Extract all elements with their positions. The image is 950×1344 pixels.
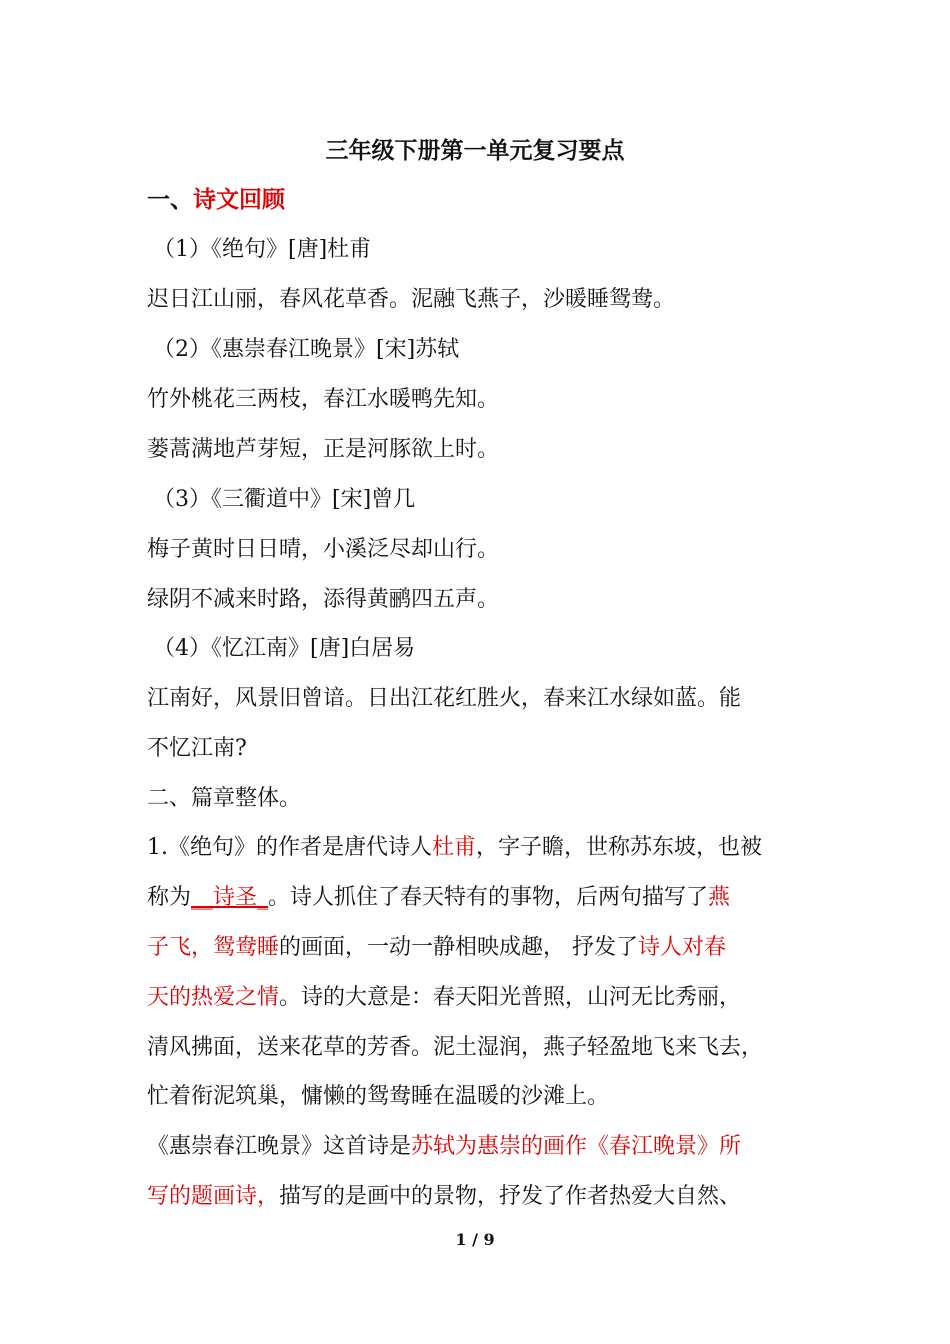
paragraph-line: 忙着衔泥筑巢，慵懒的鸳鸯睡在温暖的沙滩上。 (147, 1084, 610, 1109)
poem-line: 梅子黄时日日晴，小溪泛尽却山行。 (147, 537, 500, 562)
text-span: 1.《绝句》的作者是唐代诗人 (147, 835, 432, 860)
poem-header: （4）《忆江南》[唐]白居易 (153, 636, 416, 661)
section-number: 一、 (147, 186, 193, 213)
text-span: 的画面，一动一静相映成趣， 抒发了 (279, 935, 639, 960)
text-span: 《惠崇春江晚景》这首诗是 (147, 1134, 412, 1159)
poem-header: （2）《惠崇春江晚景》[宋]苏轼 (153, 337, 460, 362)
answer-text: 苏轼为惠崇的画作《春江晚景》所 (411, 1134, 742, 1159)
answer-text: 子飞，鸳鸯睡 (147, 935, 280, 960)
answer-text: 燕 (708, 885, 731, 910)
paragraph-line (147, 831, 762, 865)
section-heading-1 (147, 183, 285, 217)
section-heading-2: 二、篇章整体。 (147, 786, 302, 811)
answer-text: 诗人对春 (638, 935, 727, 960)
text-span: ，字子瞻，世称苏东坡，也被 (476, 835, 763, 860)
text-span: 。诗人抓住了春天特有的事物，后两句描写了 (268, 885, 709, 910)
answer-text: 天的热爱之情 (147, 985, 280, 1010)
paragraph-line: 清风拂面，送来花草的芳香。泥土湿润，燕子轻盈地飞来飞去， (147, 1035, 764, 1060)
paragraph-line (147, 881, 730, 915)
poem-header: （3）《三衢道中》[宋]曾几 (153, 487, 416, 512)
answer-blank: __诗圣_ (191, 885, 269, 910)
paragraph-line (147, 1180, 741, 1214)
page-title: 三年级下册第一单元复习要点 (325, 137, 625, 164)
poem-line: 不忆江南? (147, 736, 247, 761)
text-span: 。诗的大意是：春天阳光普照，山河无比秀丽， (279, 985, 742, 1010)
poem-line: 竹外桃花三两枝，春江水暖鸭先知。 (147, 387, 500, 412)
page-number: 1 / 9 (455, 1230, 495, 1249)
paragraph-line (147, 981, 741, 1015)
answer-text: 写的题画诗， (147, 1184, 280, 1209)
poem-line: 绿阴不减来时路，添得黄鹂四五声。 (147, 587, 500, 612)
section-label: 诗文回顾 (193, 186, 285, 213)
poem-line: 蒌蒿满地芦芽短，正是河豚欲上时。 (147, 437, 500, 462)
poem-header: （1）《绝句》[唐]杜甫 (153, 237, 372, 262)
poem-line: 江南好，风景旧曾谙。日出江花红胜火，春来江水绿如蓝。能 (147, 686, 742, 711)
paragraph-line (147, 931, 726, 965)
text-span: 称为 (147, 885, 192, 910)
text-span: 描写的是画中的景物，抒发了作者热爱大自然、 (279, 1184, 742, 1209)
poem-line: 迟日江山丽，春风花草香。泥融飞燕子，沙暖睡鸳鸯。 (147, 287, 676, 312)
answer-text: 杜甫 (432, 835, 477, 860)
paragraph-line (147, 1130, 741, 1164)
